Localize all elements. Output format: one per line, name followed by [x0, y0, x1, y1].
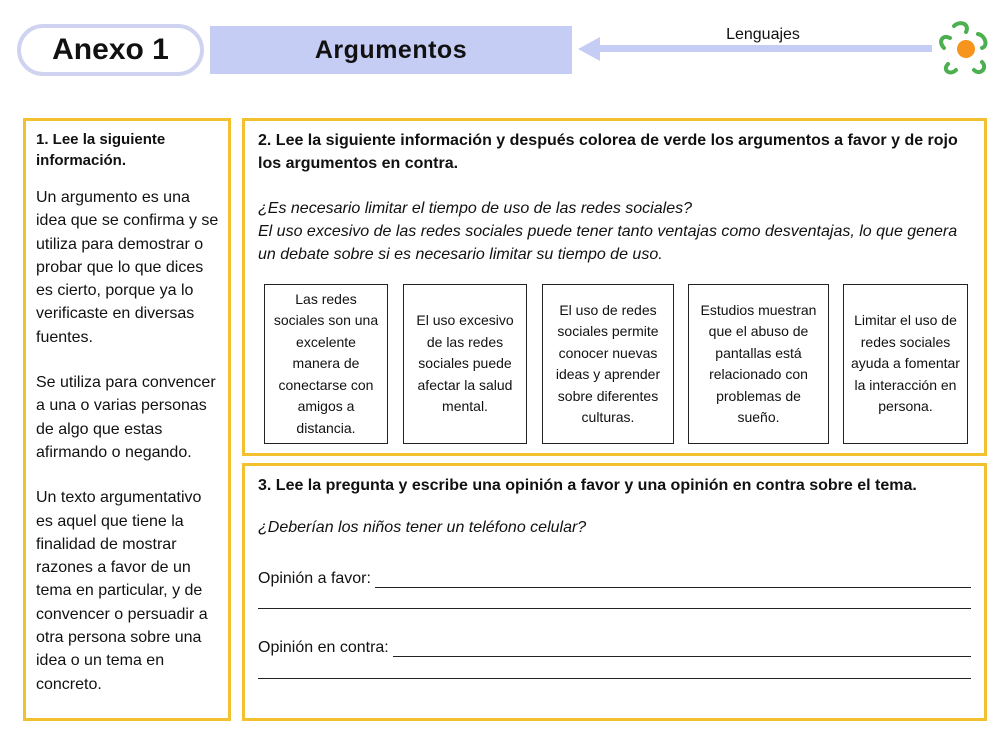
- argument-card[interactable]: [403, 284, 527, 444]
- section-3-heading: 3. Lee la pregunta y escribe una opinión a favor y una opinión en contra sobre el tema.: [258, 477, 917, 494]
- section-3-panel: [242, 463, 987, 721]
- section-3-question: ¿Deberían los niños tener un teléfono celular?: [258, 519, 587, 536]
- argument-cards: [245, 284, 988, 444]
- argument-card-text: Estudios muestran que el abuso de pantallas está relacionado con problemas de sueño.: [700, 301, 817, 425]
- section-2-heading: 2. Lee la siguiente información y después colorea de verde los argumentos a favor y de rojo los argumentos en contra.: [258, 132, 958, 172]
- opinion-favor-line-2[interactable]: [258, 608, 971, 609]
- argument-card-text: El uso de redes sociales permite conocer nuevas ideas y aprender sobre diferentes culturas.: [555, 301, 661, 425]
- section-1-paragraph: Un argumento es una idea que se confirma y se utiliza para demostrar o probar que lo que dices es cierto, porque ya lo verificaste en diversas fuentes.: [36, 189, 219, 346]
- argument-card[interactable]: [264, 284, 388, 444]
- section-1-paragraph: Un texto argumentativo es aquel que tiene la finalidad de mostrar razones a favor de un tema en particular, y de convencer o persuadir a otra persona sobre una idea o un tema en concreto.: [36, 489, 208, 693]
- opinion-contra-row: [258, 639, 971, 657]
- section-2-panel: [242, 118, 987, 456]
- subject-label: Lenguajes: [726, 26, 800, 43]
- argument-card[interactable]: [542, 284, 674, 444]
- argument-card[interactable]: [843, 284, 968, 444]
- argument-card-text: Limitar el uso de redes sociales ayuda a fomentar la interacción en persona.: [851, 312, 960, 415]
- section-1-paragraph: Se utiliza para convencer a una o varias personas de algo que estas afirmando o negando.: [36, 374, 216, 461]
- argument-card-text: El uso excesivo de las redes sociales puede afectar la salud mental.: [416, 312, 514, 415]
- section-1-heading: 1. Lee la siguiente información.: [36, 131, 166, 169]
- page-title: Argumentos: [210, 26, 572, 74]
- opinion-contra-label: Opinión en contra:: [258, 639, 389, 656]
- section-2-question: [258, 197, 972, 266]
- opinion-favor-label: Opinión a favor:: [258, 570, 371, 587]
- opinion-contra-line[interactable]: [393, 640, 971, 657]
- arrow-line: [598, 45, 932, 52]
- opinion-favor-row: [258, 570, 971, 588]
- debate-intro: El uso excesivo de las redes sociales puede tener tanto ventajas como desventajas, lo que genera un debate sobre si es necesario limitar su tiempo de uso.: [258, 223, 958, 263]
- annex-label: Anexo 1: [17, 24, 204, 76]
- opinion-contra-line-2[interactable]: [258, 678, 971, 679]
- argument-card-text: Las redes sociales son una excelente manera de conectarse con amigos a distancia.: [273, 290, 379, 436]
- argument-card[interactable]: [688, 284, 829, 444]
- flower-logo-icon: [938, 20, 988, 76]
- opinion-favor-line[interactable]: [375, 571, 971, 588]
- arrow-left-icon: [578, 37, 600, 61]
- section-1-panel: [23, 118, 231, 721]
- debate-question: ¿Es necesario limitar el tiempo de uso de las redes sociales?: [258, 200, 692, 217]
